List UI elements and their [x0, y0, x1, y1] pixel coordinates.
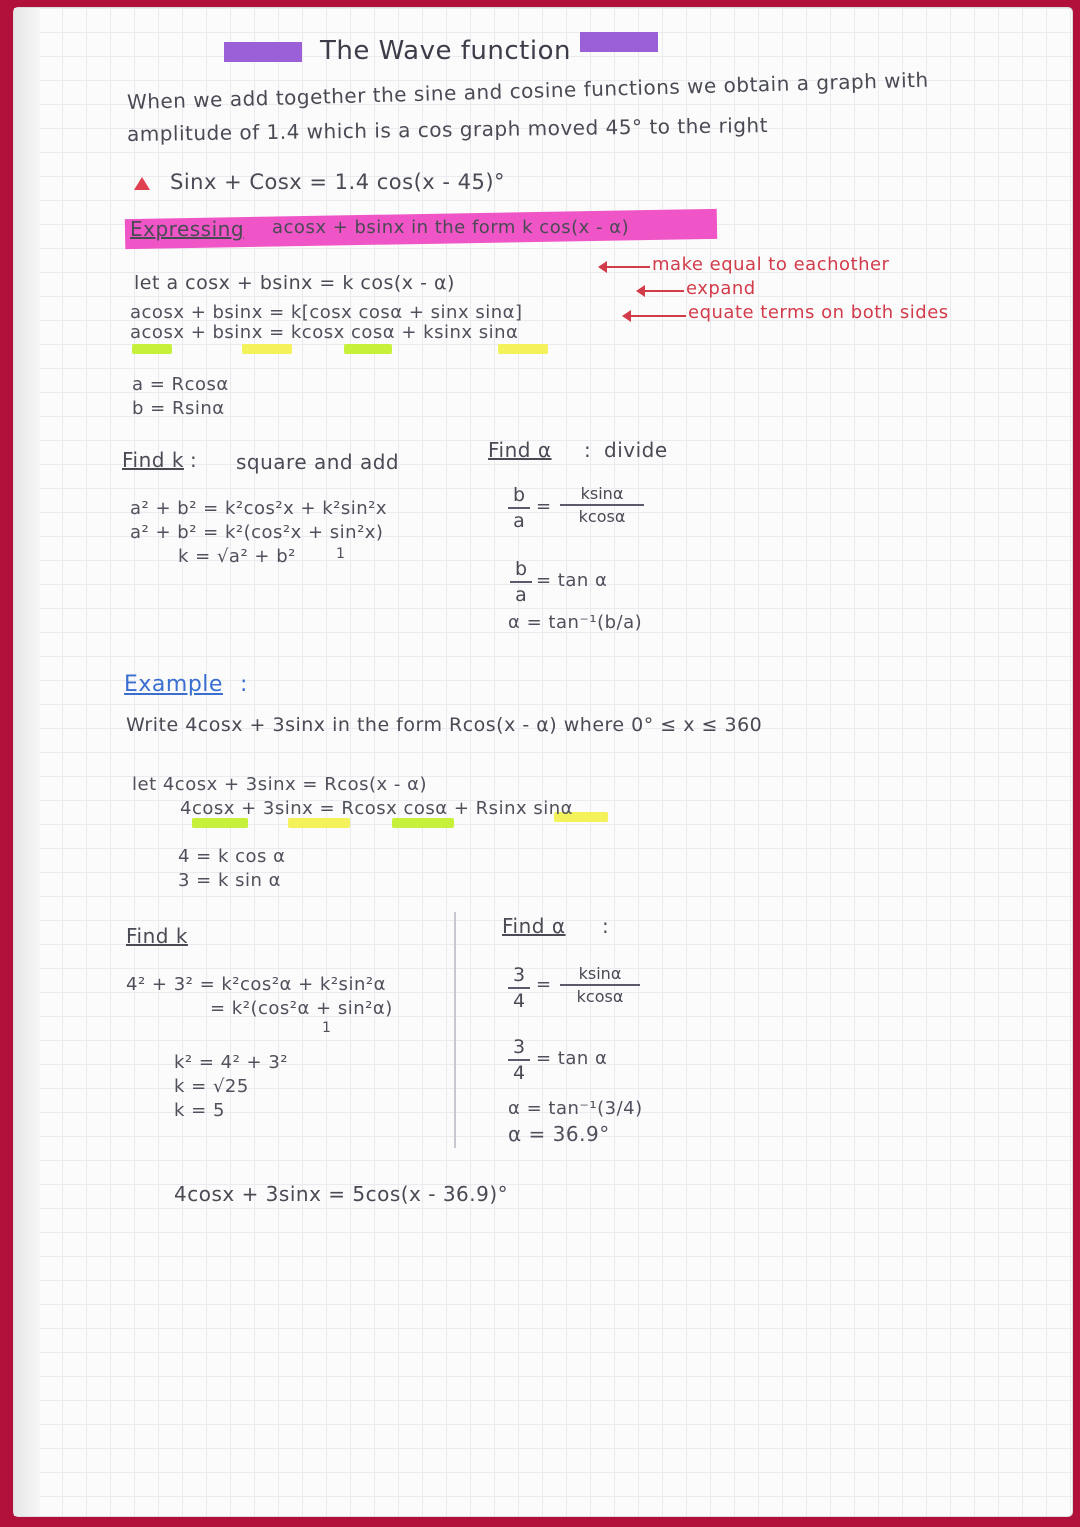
- arrow-icon: [630, 315, 686, 317]
- identity-equation: Sinx + Cosx = 1.4 cos(x - 45)°: [170, 170, 506, 194]
- example-find-alpha-label: Find α: [502, 914, 566, 938]
- highlight-green: [344, 344, 392, 354]
- fraction-3-over-4: 3 4: [508, 964, 530, 1012]
- example-find-alpha-result-2: α = 36.9°: [508, 1122, 610, 1146]
- equation-b: b = Rsinα: [132, 398, 225, 419]
- intro-line-1: When we add together the sine and cosine functions we obtain a graph with: [126, 67, 929, 114]
- derivation-line-1: let a cosx + bsinx = k cos(x - α): [134, 272, 455, 294]
- intro-line-2: amplitude of 1.4 which is a cos graph moved 45° to the right: [126, 113, 769, 146]
- note-equate: equate terms on both sides: [688, 302, 949, 323]
- example-eq-1: 4 = k cos α: [178, 846, 286, 867]
- note-expand: expand: [686, 278, 756, 299]
- find-alpha-label: Find α: [488, 438, 552, 462]
- page-binding: [14, 8, 40, 1516]
- example-eq-2: 3 = k sin α: [178, 870, 281, 891]
- example-line-2: 4cosx + 3sinx = Rcosx cosα + Rsinx sinα: [180, 798, 573, 819]
- example-find-k-line-2: = k²(cos²α + sin²α): [210, 998, 393, 1019]
- expressing-text: acosx + bsinx in the form k cos(x - α): [272, 217, 630, 238]
- derivation-line-3: acosx + bsinx = kcosx cosα + ksinx sinα: [130, 322, 519, 343]
- example-question: Write 4cosx + 3sinx in the form Rcos(x - α) where 0° ≤ x ≤ 360: [126, 714, 763, 736]
- example-find-alpha-result-1: α = tan⁻¹(3/4): [508, 1098, 643, 1119]
- example-find-alpha-tan: = tan α: [536, 1048, 608, 1069]
- fraction-3-over-4-2: 3 4: [508, 1036, 530, 1084]
- example-find-k-label: Find k: [126, 924, 188, 948]
- highlight-green: [132, 344, 172, 354]
- find-k-line-2: a² + b² = k²(cos²x + sin²x): [130, 522, 384, 543]
- arrow-icon: [606, 266, 650, 268]
- column-divider: [454, 912, 456, 1148]
- equation-a: a = Rcosα: [132, 374, 229, 395]
- arrow-icon: [644, 290, 684, 292]
- find-alpha-result: α = tan⁻¹(b/a): [508, 612, 643, 633]
- fraction-b-over-a-2: b a: [510, 558, 532, 606]
- derivation-line-2: acosx + bsinx = k[cosx cosα + sinx sinα]: [130, 302, 523, 323]
- fraction-k-sin-over-k-cos: ksinα kcosα: [560, 484, 644, 526]
- title-highlight-left: [224, 42, 302, 62]
- find-alpha-tan: = tan α: [536, 570, 608, 591]
- highlight-yellow: [288, 818, 350, 828]
- example-line-1: let 4cosx + 3sinx = Rcos(x - α): [132, 774, 427, 795]
- final-answer: 4cosx + 3sinx = 5cos(x - 36.9)°: [174, 1182, 509, 1206]
- fraction-b-over-a: b a: [508, 484, 530, 532]
- title-highlight-right: [580, 32, 658, 52]
- warning-triangle-icon: [134, 177, 150, 190]
- find-k-method: square and add: [236, 450, 400, 474]
- example-find-k-line-3: k² = 4² + 3²: [174, 1052, 289, 1073]
- highlight-green: [392, 818, 454, 828]
- find-k-line-1: a² + b² = k²cos²x + k²sin²x: [130, 498, 388, 519]
- example-find-k-line-4: k = √25: [174, 1076, 249, 1097]
- example-find-k-one: 1: [322, 1020, 332, 1036]
- example-find-k-line-1: 4² + 3² = k²cos²α + k²sin²α: [126, 974, 386, 995]
- notebook-page: The Wave function When we add together the sine and cosine functions we obtain a graph with amplitude of 1.4 which is a cos graph moved 45° to the right Sinx + Cosx = 1.4 cos(x - 45)° Expressing acosx + bsinx in the form k cos(x - α) let a cosx + bsinx = k cos(x - α) acosx + bsinx = k[cosx cosα + sinx sinα] acosx + bsinx = kcosx cosα + ksinx sinα make equal to eachother expand equate terms on both sides a = Rcosα b = Rsinα Find k : square and add a² + b² = k²cos²x + k²sin²x a² + b² = k²(cos²x + sin²x) 1 k = √a² + b² Find α : divide b a = ksinα kcosα b a = tan α α = tan⁻¹(b/a) Example : Write 4cosx + 3sinx in the form Rcos(x - α) where 0° ≤ x ≤ 360 let 4cosx + 3sinx = Rcos(x - α) 4cosx + 3sinx = Rcosx cosα + Rsinx sinα 4 = k cos α 3 = k sin α Find k 4² + 3² = k²cos²α + k²sin²α = k²(cos²α + sin²α) 1 k² = 4² + 3² k = √25 k = 5 Find α : 3 4 = ksinα kcosα 3 4 = tan α α = tan⁻¹(3/4) α = 36.9° 4cosx + 3sinx = 5cos(x - 36.9)°: [14, 8, 1072, 1516]
- note-make-equal: make equal to eachother: [652, 254, 890, 275]
- expressing-label: Expressing: [130, 217, 245, 241]
- page-title: The Wave function: [320, 36, 571, 66]
- example-label: Example: [124, 672, 223, 697]
- find-k-one: 1: [336, 546, 346, 562]
- find-k-line-3: k = √a² + b²: [178, 546, 296, 567]
- highlight-yellow: [498, 344, 548, 354]
- fraction-example-ksin-over-kcos: ksinα kcosα: [560, 964, 640, 1006]
- find-k-label: Find k: [122, 448, 184, 472]
- highlight-green: [192, 818, 248, 828]
- example-find-k-line-5: k = 5: [174, 1100, 225, 1121]
- highlight-yellow: [242, 344, 292, 354]
- find-alpha-method: divide: [604, 438, 668, 462]
